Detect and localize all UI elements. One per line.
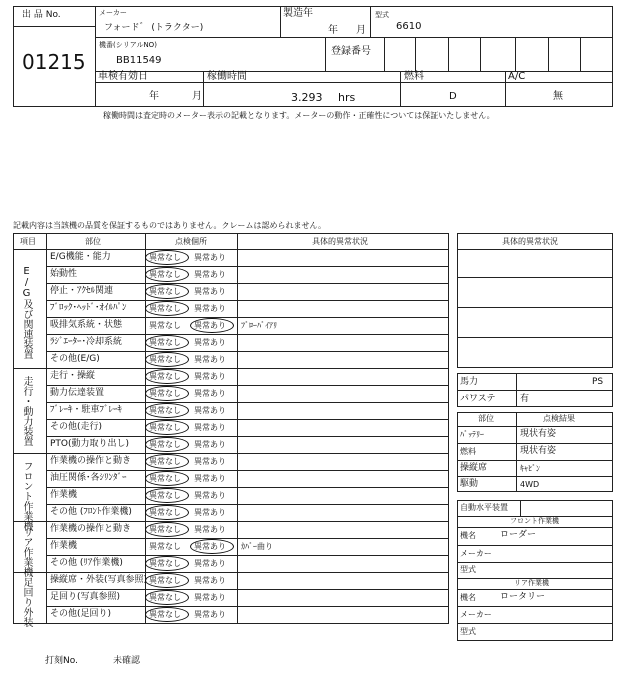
leveler-label: 自動水平装置	[460, 503, 508, 512]
fuel-check-label: 燃料	[460, 447, 476, 456]
disclaimer: 記載内容は当該機の品質を保証するものではありません。クレームは認められません。	[13, 221, 326, 230]
row-selection-circle	[145, 386, 189, 401]
front-name-value: ローダー	[500, 530, 537, 540]
hours-value: 3.293	[291, 91, 323, 104]
header-check: 点検個所	[175, 237, 207, 246]
group-label-eg: E/G及び関連装置	[21, 266, 32, 359]
hp-label: 馬力	[460, 377, 479, 387]
group-label-front: フロント作業機	[21, 461, 32, 531]
row-ok-option: 異常なし	[149, 304, 181, 313]
seat-label: 操縦席	[460, 463, 488, 473]
group-label-rear: リア作業機	[21, 527, 32, 577]
row-selection-circle	[145, 607, 189, 622]
table-row	[46, 249, 449, 266]
battery-label: ﾊﾞｯﾃﾘｰ	[460, 430, 484, 439]
row-selection-circle	[145, 369, 189, 384]
inspection-unit-month: 月	[192, 91, 202, 102]
row-ok-option: 異常なし	[149, 287, 181, 296]
row-ng-option: 異常あり	[194, 508, 226, 517]
row-ok-option: 異常なし	[149, 389, 181, 398]
inspection-unit-year: 年	[149, 91, 159, 102]
row-selection-circle	[145, 267, 189, 282]
row-ng-option: 異常あり	[194, 491, 226, 500]
row-ng-option: 異常あり	[194, 321, 226, 330]
inspection-label: 車検有効日	[98, 71, 148, 82]
front-name-label: 機名	[460, 531, 476, 540]
result-header: 点検結果	[543, 414, 575, 423]
stamp-label: 打刻No.	[45, 656, 78, 666]
row-part: PTO(動力取り出し)	[50, 439, 130, 449]
row-ng-option: 異常あり	[194, 253, 226, 262]
row-ok-option: 異常なし	[149, 491, 181, 500]
ac-value: 無	[553, 91, 563, 102]
row-ng-option: 異常あり	[194, 304, 226, 313]
row-ng-option: 異常あり	[194, 610, 226, 619]
row-part: ﾌﾞﾛｯｸ･ﾍｯﾄﾞ･ｵｲﾙﾊﾟﾝ	[50, 303, 127, 313]
row-selection-circle	[145, 352, 189, 367]
drive-value: 4WD	[520, 480, 540, 489]
maker-value: フォード゛ (トラクター)	[104, 23, 204, 33]
table-row	[46, 317, 449, 334]
row-ok-option: 異常なし	[149, 423, 181, 432]
year-label: 製造年	[283, 8, 313, 19]
lot-number: 01215	[22, 50, 86, 74]
table-row	[46, 470, 449, 487]
row-ok-option: 異常なし	[149, 270, 181, 279]
row-selection-circle	[145, 403, 189, 418]
row-part: その他 (ﾌﾛﾝﾄ作業機)	[50, 507, 132, 517]
table-row	[46, 300, 449, 317]
row-part: 操縦席・外装(写真参照)	[50, 575, 148, 585]
row-selection-circle	[145, 471, 189, 486]
year-unit-month: 月	[356, 25, 366, 36]
table-row	[46, 572, 449, 589]
row-part: その他(足回り)	[50, 609, 112, 619]
row-part: ﾗｼﾞｴｰﾀｰ･冷却系統	[50, 337, 123, 347]
header-part: 部位	[85, 237, 101, 246]
hours-note: 稼働時間は査定時のメーター表示の記載となります。メーターの動作・正確性については保証いたしません。	[103, 111, 495, 120]
header-item: 項目	[20, 237, 36, 246]
row-selection-circle	[145, 284, 189, 299]
row-selection-circle	[145, 590, 189, 605]
table-row	[46, 334, 449, 351]
rear-name-value: ロータリー	[500, 592, 546, 602]
row-selection-circle	[145, 301, 189, 316]
row-ok-option: 異常なし	[149, 338, 181, 347]
row-ng-option: 異常あり	[194, 406, 226, 415]
row-ng-option: 異常あり	[194, 389, 226, 398]
group-label-drive: 走行・動力装置	[21, 376, 32, 446]
seat-value: ｷｬﾋﾞﾝ	[520, 464, 540, 473]
row-selection-circle	[145, 250, 189, 265]
row-selection-circle	[145, 505, 189, 520]
rear-title: リア作業機	[514, 579, 549, 587]
row-ng-option: 異常あり	[194, 559, 226, 568]
drive-label: 駆動	[460, 479, 479, 489]
serial-label: 機番(シリアルNO)	[99, 41, 157, 49]
rear-name-label: 機名	[460, 593, 476, 602]
row-part: 走行・操縦	[50, 371, 96, 381]
serial-value: BB11549	[116, 55, 162, 66]
row-part: 作業機	[50, 541, 78, 551]
row-ng-option: 異常あり	[194, 372, 226, 381]
table-row	[46, 555, 449, 572]
table-row	[46, 368, 449, 385]
row-part: ﾌﾞﾚｰｷ・駐車ﾌﾞﾚｰｷ	[50, 405, 123, 415]
row-part: その他(E/G)	[50, 354, 100, 364]
table-row	[46, 283, 449, 300]
ps-label: パワステ	[460, 394, 496, 404]
row-ng-option: 異常あり	[194, 525, 226, 534]
rear-maker-label: メーカー	[460, 610, 492, 619]
row-selection-circle	[145, 437, 189, 452]
hp-unit: PS	[592, 377, 604, 387]
row-selection-circle	[145, 454, 189, 469]
row-part: 作業機	[50, 490, 78, 500]
battery-value: 現状有姿	[520, 429, 557, 439]
table-row	[46, 385, 449, 402]
row-selection-circle	[145, 573, 189, 588]
row-ok-option: 異常なし	[149, 474, 181, 483]
row-ng-option: 異常あり	[194, 287, 226, 296]
stamp-value: 未確認	[113, 656, 141, 666]
header-detail: 具体的異常状況	[312, 237, 368, 246]
model-value: 6610	[396, 21, 422, 32]
fuel-value: D	[449, 91, 457, 102]
row-part: その他 (ﾘｱ作業機)	[50, 558, 123, 568]
part-header: 部位	[478, 414, 494, 423]
row-ok-option: 異常なし	[149, 440, 181, 449]
row-selection-circle	[145, 488, 189, 503]
row-ok-option: 異常なし	[149, 457, 181, 466]
table-row	[46, 351, 449, 368]
row-ng-option: 異常あり	[194, 542, 226, 551]
table-row	[46, 453, 449, 470]
model-label: 型式	[375, 11, 389, 19]
ps-value: 有	[520, 394, 530, 404]
row-part: 動力伝達装置	[50, 388, 105, 398]
row-ng-option: 異常あり	[194, 593, 226, 602]
row-selection-circle	[190, 318, 234, 333]
maker-label: メーカー	[99, 9, 127, 17]
row-detail: ﾌﾞﾛｰﾊﾞｲｱﾘ	[241, 321, 277, 330]
row-ng-option: 異常あり	[194, 338, 226, 347]
row-part: 停止・ｱｸｾﾙ関連	[50, 286, 114, 296]
row-ok-option: 異常なし	[149, 508, 181, 517]
row-part: 油圧関係･各ｼﾘﾝﾀﾞｰ	[50, 473, 127, 483]
row-ok-option: 異常なし	[149, 559, 181, 568]
fuel-check-value: 現状有姿	[520, 446, 557, 456]
front-maker-label: メーカー	[460, 549, 492, 558]
row-part: 足回り(写真参照)	[50, 592, 121, 602]
row-selection-circle	[190, 539, 234, 554]
row-part: その他(走行)	[50, 422, 103, 432]
row-ng-option: 異常あり	[194, 474, 226, 483]
row-ok-option: 異常なし	[149, 610, 181, 619]
row-selection-circle	[145, 420, 189, 435]
row-ok-option: 異常なし	[149, 525, 181, 534]
row-ng-option: 異常あり	[194, 355, 226, 364]
row-ng-option: 異常あり	[194, 440, 226, 449]
row-detail: ｶﾊﾞｰ曲り	[241, 542, 273, 551]
row-ok-option: 異常なし	[149, 593, 181, 602]
row-ok-option: 異常なし	[149, 372, 181, 381]
row-selection-circle	[145, 556, 189, 571]
row-ok-option: 異常なし	[149, 355, 181, 364]
row-selection-circle	[145, 522, 189, 537]
row-part: 作業機の操作と動き	[50, 456, 132, 466]
table-row	[46, 436, 449, 453]
row-selection-circle	[145, 335, 189, 350]
row-ok-option: 異常なし	[149, 253, 181, 262]
hours-label: 稼働時間	[207, 71, 247, 82]
front-model-label: 型式	[460, 565, 476, 574]
lot-label: 出 品 No.	[22, 10, 61, 20]
table-row	[46, 419, 449, 436]
table-row	[46, 402, 449, 419]
rear-model-label: 型式	[460, 627, 476, 636]
reg-label: 登録番号	[331, 46, 371, 57]
table-row	[46, 504, 449, 521]
row-ng-option: 異常あり	[194, 423, 226, 432]
row-part: 作業機の操作と動き	[50, 524, 132, 534]
row-ok-option: 異常なし	[149, 406, 181, 415]
right-detail-box	[457, 233, 613, 368]
row-part: E/G機能・能力	[50, 252, 111, 262]
ac-label: A/C	[508, 71, 526, 82]
front-title: フロント作業機	[510, 517, 559, 525]
group-label-exterior: 足回り外装	[21, 577, 32, 627]
table-row	[46, 266, 449, 283]
row-ok-option: 異常なし	[149, 321, 181, 330]
row-ng-option: 異常あり	[194, 576, 226, 585]
table-row	[46, 589, 449, 606]
row-ng-option: 異常あり	[194, 457, 226, 466]
right-detail-header: 具体的異常状況	[502, 237, 558, 246]
row-ng-option: 異常あり	[194, 270, 226, 279]
table-row	[46, 521, 449, 538]
row-part: 吸排気系統・状態	[50, 320, 123, 330]
table-row	[46, 538, 449, 555]
year-unit-year: 年	[328, 25, 338, 36]
table-row	[46, 606, 449, 623]
row-part: 始動性	[50, 269, 78, 279]
hours-unit: hrs	[338, 91, 356, 104]
row-ok-option: 異常なし	[149, 576, 181, 585]
fuel-label: 燃料	[404, 71, 424, 82]
row-ok-option: 異常なし	[149, 542, 181, 551]
table-row	[46, 487, 449, 504]
